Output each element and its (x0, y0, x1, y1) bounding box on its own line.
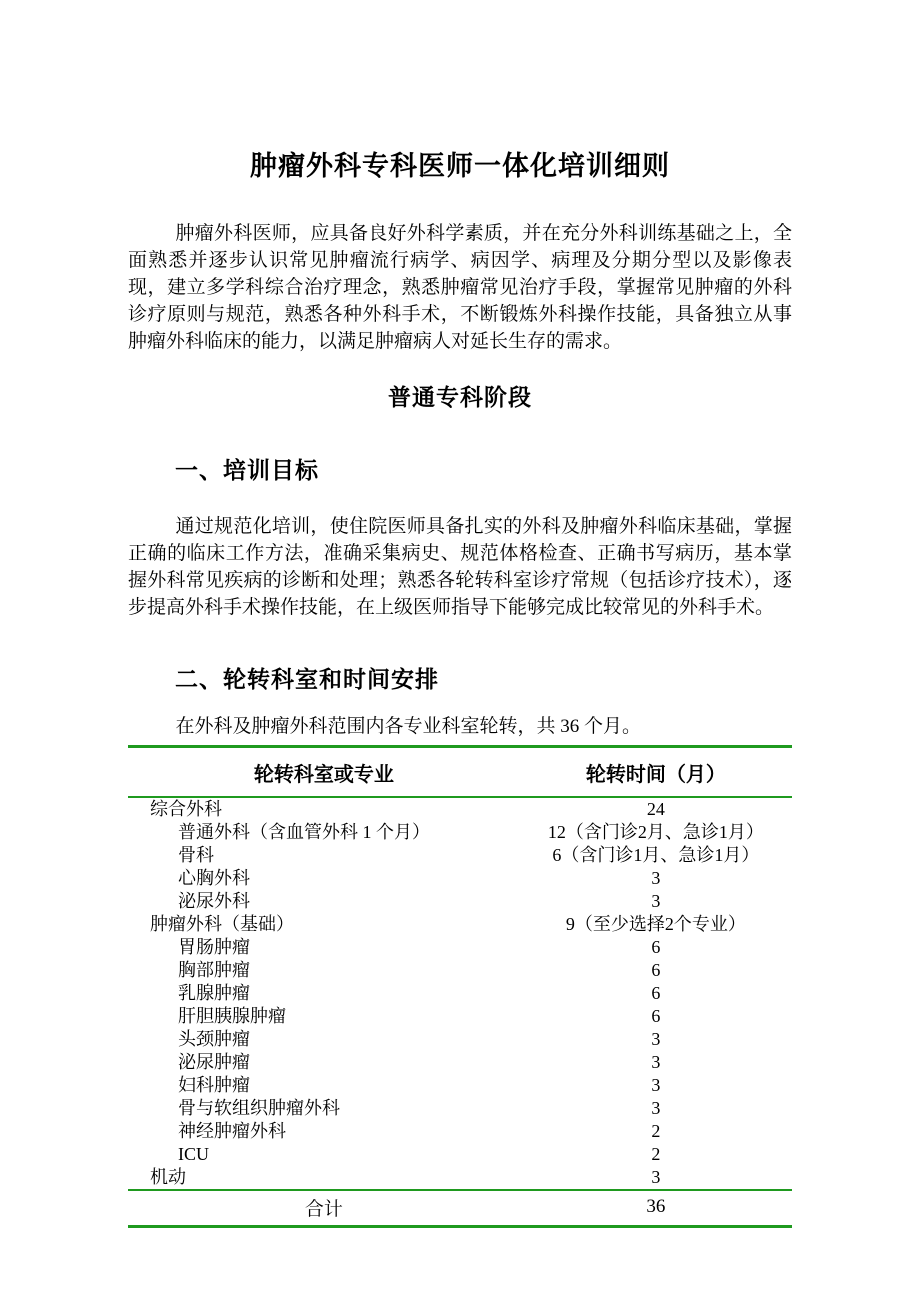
column-header-dept: 轮转科室或专业 (128, 746, 520, 797)
dept-cell: 乳腺肿瘤 (178, 982, 250, 1003)
months-cell: 6 (651, 982, 661, 1003)
dept-cell: 胃肠肿瘤 (178, 936, 250, 957)
months-cell: 3 (651, 890, 661, 911)
stage-heading: 普通专科阶段 (388, 384, 532, 410)
table-row (128, 982, 792, 1005)
table-row (128, 1005, 792, 1028)
total-row (128, 1190, 792, 1227)
table-row (128, 936, 792, 959)
table-row (128, 1120, 792, 1143)
months-cell: 9（至少选择2个专业） (565, 913, 746, 934)
dept-cell: 头颈肿瘤 (178, 1028, 250, 1049)
intro-paragraph: 肿瘤外科医师，应具备良好外科学素质，并在充分外科训练基础之上，全面熟悉并逐步认识常见肿瘤流行病学、病因学、病理及分期分型以及影像表现，建立多学科综合治疗理念，熟悉肿瘤常见治疗手段，掌握常见肿瘤的外科诊疗原则与规范，熟悉各种外科手术，不断锻炼外科操作技能，具备独立从事肿瘤外科临床的能力，以满足肿瘤病人对延长生存的需求。 (128, 222, 792, 352)
dept-cell: 心胸外科 (178, 867, 250, 888)
dept-cell: 泌尿肿瘤 (178, 1051, 250, 1072)
table-row (128, 913, 792, 936)
months-cell: 6 (651, 1005, 661, 1026)
rotation-table-header (128, 746, 792, 797)
months-cell: 3 (651, 1028, 661, 1049)
dept-cell: 骨科 (178, 844, 214, 865)
rotation-lead-line: 在外科及肿瘤外科范围内各专业科室轮转，共 36 个月。 (175, 715, 642, 737)
header-row (128, 746, 792, 797)
dept-cell: 肿瘤外科（基础） (150, 913, 294, 934)
months-cell: 6 (651, 959, 661, 980)
table-row (128, 1028, 792, 1051)
months-cell: 2 (651, 1143, 661, 1164)
section-1-heading: 一、培训目标 (175, 457, 319, 483)
column-header-months: 轮转时间（月） (520, 746, 792, 797)
dept-cell: 妇科肿瘤 (178, 1074, 250, 1095)
table-row (128, 1166, 792, 1190)
table-row (128, 890, 792, 913)
total-label: 合计 (128, 1190, 520, 1227)
rotation-table-footer (128, 1190, 792, 1227)
dept-cell: 机动 (150, 1166, 186, 1187)
dept-cell: 泌尿外科 (178, 890, 250, 911)
total-value: 36 (520, 1190, 792, 1227)
rotation-table (128, 745, 792, 1228)
months-cell: 3 (651, 867, 661, 888)
table-row (128, 821, 792, 844)
months-cell: 3 (651, 1097, 661, 1118)
dept-cell: 神经肿瘤外科 (178, 1120, 286, 1141)
months-cell: 6（含门诊1月、急诊1月） (552, 844, 760, 865)
rotation-table-body (128, 797, 792, 1190)
months-cell: 24 (646, 798, 665, 819)
months-cell: 2 (651, 1120, 661, 1141)
table-row (128, 1143, 792, 1166)
table-row (128, 1097, 792, 1120)
table-row (128, 1051, 792, 1074)
document-title: 肿瘤外科专科医师一体化培训细则 (250, 151, 670, 181)
table-row (128, 867, 792, 890)
months-cell: 12（含门诊2月、急诊1月） (547, 821, 764, 842)
dept-cell: 肝胆胰腺肿瘤 (178, 1005, 286, 1026)
section-1-paragraph: 通过规范化培训，使住院医师具备扎实的外科及肿瘤外科临床基础，掌握正确的临床工作方法，准确采集病史、规范体格检查、正确书写病历，基本掌握外科常见疾病的诊断和处理；熟悉各轮转科室诊疗常规（包括诊疗技术），逐步提高外科手术操作技能，在上级医师指导下能够完成比较常见的外科手术。 (128, 515, 792, 618)
months-cell: 3 (651, 1051, 661, 1072)
dept-cell: ICU (178, 1143, 209, 1164)
dept-cell: 胸部肿瘤 (178, 959, 250, 980)
dept-cell: 综合外科 (150, 798, 222, 819)
table-row (128, 1074, 792, 1097)
months-cell: 3 (651, 1074, 661, 1095)
months-cell: 6 (651, 936, 661, 957)
table-row (128, 844, 792, 867)
months-cell: 3 (651, 1166, 661, 1187)
section-2-heading: 二、轮转科室和时间安排 (175, 666, 439, 692)
table-row (128, 797, 792, 821)
dept-cell: 骨与软组织肿瘤外科 (178, 1097, 340, 1118)
table-row (128, 959, 792, 982)
dept-cell: 普通外科（含血管外科 1 个月） (178, 821, 430, 842)
